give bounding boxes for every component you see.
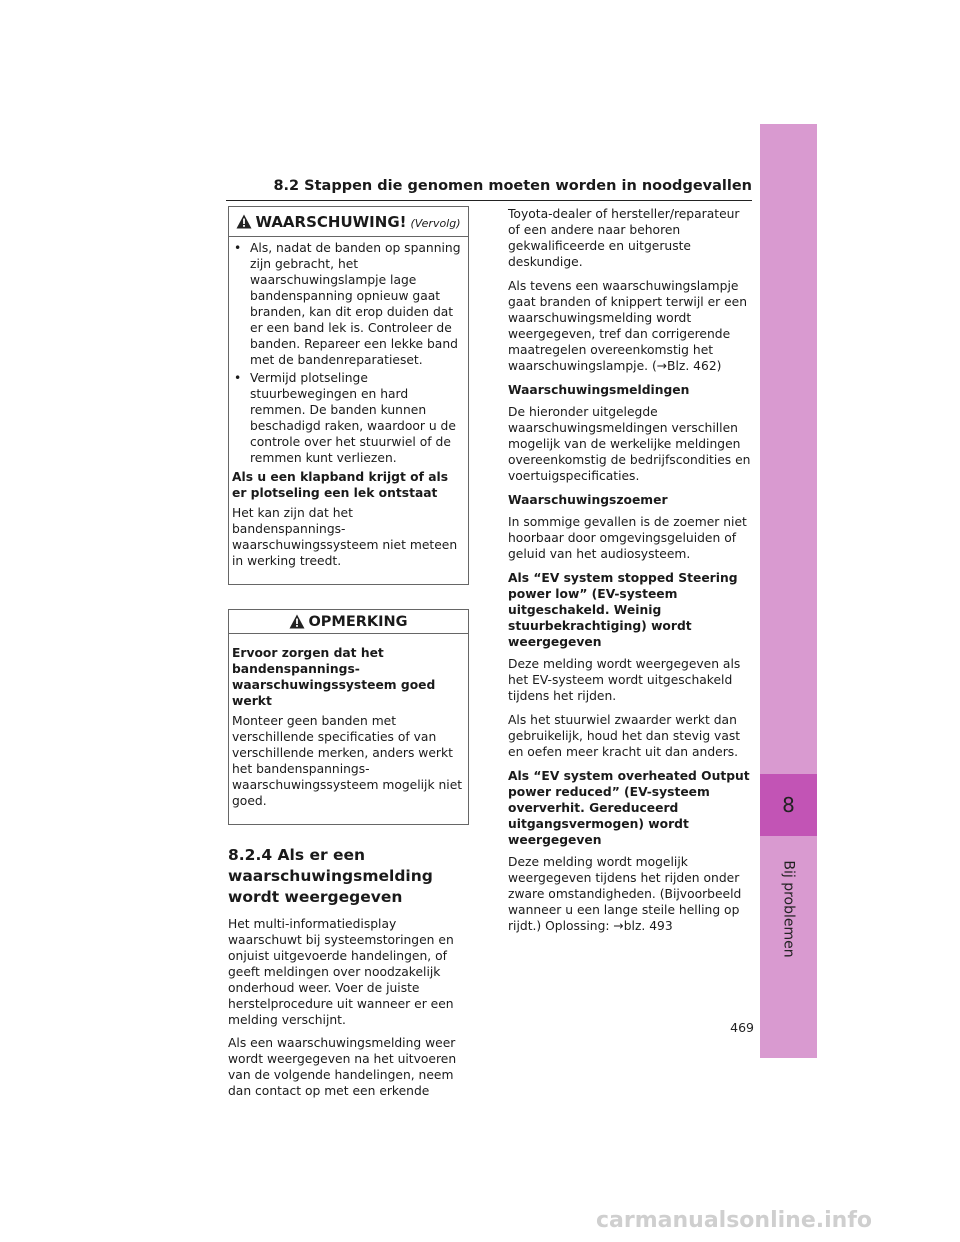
warning-subheading: Als u een klapband krijgt of als er plotseling een lek ontstaat [232,470,449,500]
note-title: OPMERKING [308,613,408,630]
warning-paragraph: Het kan zijn dat het bandenspannings-waarschuwingssysteem niet meteen in werking treedt. [232,506,458,568]
warning-bullet [232,240,465,368]
right-paragraph-2: Als tevens een waarschuwingslampje gaat branden of knippert terwijl er een waarschuwingsmelding wordt weergegeven, tref dan corrigerende maatregelen overeenkomstig het waarschuwingslampje. (→Blz. 462) [508,279,748,373]
heading-warning-buzzer: Waarschuwingszoemer [508,493,668,507]
right-paragraph-7: Deze melding wordt mogelijk weergegeven tijdens het rijden onder zware omstandigheden. (Bijvoorbeeld wanneer u een lange steile helling op rijdt.) Oplossing: →blz. 493 [508,855,742,933]
heading-warning-messages: Waarschuwingsmeldingen [508,383,690,397]
page-header: 8.2 Stappen die genomen moeten worden in noodgevallen [226,178,752,201]
caution-triangle-icon [289,614,305,629]
note-subheading: Ervoor zorgen dat het bandenspannings-waarschuwingssysteem goed werkt [232,646,436,708]
right-column [508,206,752,942]
note-body [229,634,468,824]
bullet-dot: • [234,241,242,255]
right-paragraph-1: Toyota-dealer of hersteller/reparateur of een andere naar behoren gekwalificeerde en uitgeruste deskundige. [508,207,740,269]
right-paragraph-3: De hieronder uitgelegde waarschuwingsmeldingen verschillen mogelijk van de werkelijke meldingen overeenkomstig de bedrijfscondities en voertuigspecificaties. [508,405,751,483]
warning-header [229,207,468,237]
warning-body [229,237,468,584]
heading-ev-overheated: Als “EV system overheated Output power reduced” (EV-systeem oververhit. Gereduceerd uitgangsvermogen) wordt weergegeven [508,769,750,847]
note-box [228,609,469,825]
chapter-tab [760,124,817,1058]
watermark: carmanualsonline.info [596,1208,872,1233]
section-title: 8.2.4 Als er een waarschuwingsmelding wordt weergegeven [228,846,433,906]
section-body [228,916,469,1099]
warning-bullet-text: Vermijd plotselinge stuurbewegingen en hard remmen. De banden kunnen beschadigd raken, waardoor u de controle over het stuurwiel of de remmen kunt verliezen. [250,371,456,465]
right-paragraph-4: In sommige gevallen is de zoemer niet hoorbaar door omgevingsgeluiden of geluid van het audiosysteem. [508,515,747,561]
left-column [228,206,469,1106]
chapter-number: 8 [760,774,817,836]
section-paragraph-1: Het multi-informatiedisplay waarschuwt bij systeemstoringen en onjuist uitgevoerde handelingen, of geeft meldingen over noodzakelijk onderhoud weer. Voer de juiste herstelprocedure uit wanneer er een melding verschijnt. [228,917,454,1027]
note-header [229,610,468,634]
right-paragraph-6: Als het stuurwiel zwaarder werkt dan gebruikelijk, houd het dan stevig vast en oefen meer kracht uit dan anders. [508,713,741,759]
warning-box [228,206,469,585]
warning-triangle-icon [236,214,252,229]
warning-bullet [232,370,465,466]
chapter-label-wrap [760,854,817,964]
bullet-dot: • [234,371,242,385]
chapter-label: Bij problemen [780,860,797,958]
warning-continued: (Vervolg) [410,216,461,230]
warning-title: WAARSCHUWING! [255,212,407,231]
right-paragraph-5: Deze melding wordt weergegeven als het EV-systeem wordt uitgeschakeld tijdens het rijden. [508,657,741,703]
note-paragraph: Monteer geen banden met verschillende specificaties of van verschillende merken, anders werkt het bandenspannings-waarschuwingssysteem mogelijk niet goed. [232,714,463,808]
page-number: 469 [730,1020,754,1035]
section-paragraph-2: Als een waarschuwingsmelding weer wordt weergegeven na het uitvoeren van de volgende handelingen, neem dan contact op met een erkende [228,1036,457,1098]
warning-bullet-text: Als, nadat de banden op spanning zijn gebracht, het waarschuwingslampje lage bandenspanning opnieuw gaat branden, kan dit erop duiden dat er een band lek is. Controleer de banden. Repareer een lekke band met de bandenreparatieset. [250,241,461,367]
heading-ev-stopped: Als “EV system stopped Steering power low” (EV-systeem uitgeschakeld. Weinig stuurbekrachtiging) wordt weergegeven [508,571,738,649]
